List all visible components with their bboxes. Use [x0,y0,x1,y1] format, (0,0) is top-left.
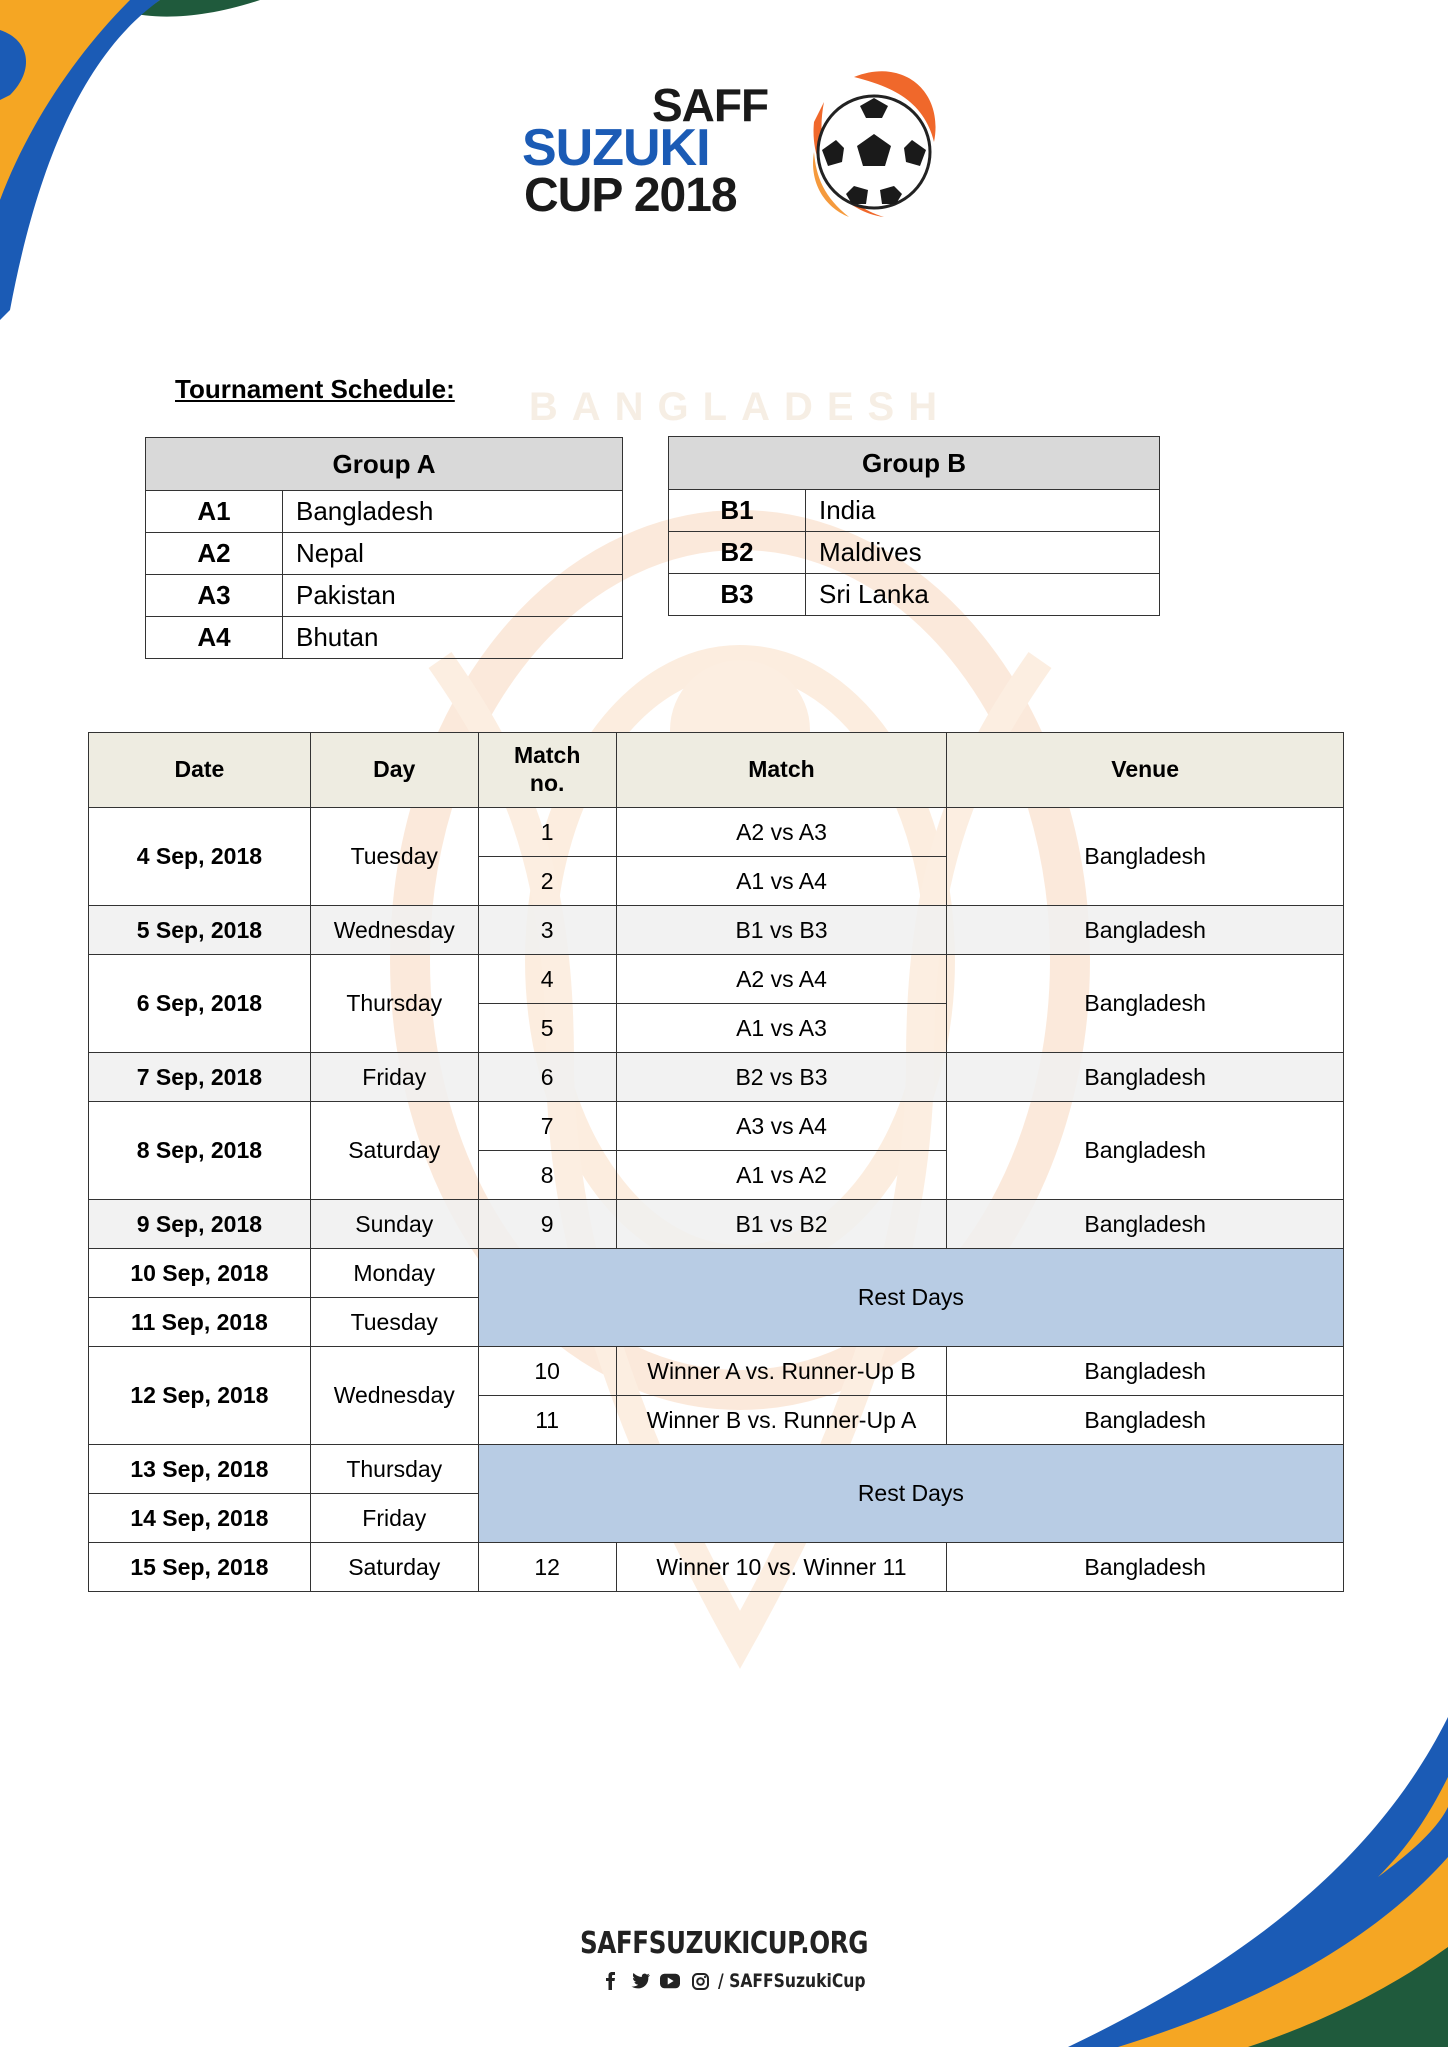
match-cell: B1 vs B2 [616,1200,947,1249]
watermark-text: BANGLADESH [528,385,952,429]
match-cell: A2 vs A4 [616,955,947,1004]
date-cell: 14 Sep, 2018 [89,1494,311,1543]
group-a-row [146,533,623,575]
match-cell: Winner 10 vs. Winner 11 [616,1543,947,1592]
team-name: Bangladesh [283,491,623,533]
venue-cell: Bangladesh [947,1347,1344,1396]
group-b-row [669,532,1160,574]
group-b-row [669,574,1160,616]
venue-cell: Bangladesh [947,1053,1344,1102]
date-cell: 5 Sep, 2018 [89,906,311,955]
corner-decoration-bottom-right [1028,1717,1448,2047]
day-cell: Tuesday [310,808,478,906]
match-no-cell: 10 [478,1347,616,1396]
footer-social-handle[interactable]: / SAFFSuzukiCup [718,1970,866,1992]
venue-cell: Bangladesh [947,1543,1344,1592]
team-code: B1 [669,490,806,532]
venue-cell: Bangladesh [947,1102,1344,1200]
match-no-cell: 3 [478,906,616,955]
group-a-row [146,575,623,617]
saff-suzuki-cup-logo [522,62,942,222]
match-no-cell: 7 [478,1102,616,1151]
match-no-cell: 6 [478,1053,616,1102]
date-cell: 11 Sep, 2018 [89,1298,311,1347]
header-venue: Venue [947,733,1344,808]
table-row [89,808,1344,857]
match-no-cell: 12 [478,1543,616,1592]
team-name: Nepal [283,533,623,575]
day-cell: Friday [310,1053,478,1102]
group-a-row [146,491,623,533]
team-code: A1 [146,491,283,533]
team-code: A3 [146,575,283,617]
day-cell: Sunday [310,1200,478,1249]
header-date: Date [89,733,311,808]
logo-text-suzuki: SUZUKI [522,119,710,177]
schedule-header-row [89,733,1344,808]
team-name: Bhutan [283,617,623,659]
match-no-cell: 1 [478,808,616,857]
team-name: Pakistan [283,575,623,617]
table-row [89,906,1344,955]
group-b-table [668,436,1160,616]
header-match-no [478,733,616,808]
match-cell: A3 vs A4 [616,1102,947,1151]
group-a-row [146,617,623,659]
group-a-table [145,437,623,659]
table-row [89,1249,1344,1298]
match-no-cell: 9 [478,1200,616,1249]
date-cell: 13 Sep, 2018 [89,1445,311,1494]
youtube-icon[interactable] [660,1971,680,1991]
twitter-icon[interactable] [630,1971,650,1991]
date-cell: 7 Sep, 2018 [89,1053,311,1102]
match-cell: A1 vs A3 [616,1004,947,1053]
table-row [89,955,1344,1004]
day-cell: Thursday [310,955,478,1053]
table-row [89,1445,1344,1494]
group-b-row [669,490,1160,532]
page-title: Tournament Schedule: [175,374,455,404]
team-code: B2 [669,532,806,574]
facebook-icon[interactable] [600,1971,620,1991]
header-match-no-line1: Match [513,742,581,769]
venue-cell: Bangladesh [947,1396,1344,1445]
header-match-no-line2: no. [529,770,565,796]
date-cell: 12 Sep, 2018 [89,1347,311,1445]
date-cell: 8 Sep, 2018 [89,1102,311,1200]
table-row [89,1053,1344,1102]
match-cell: A2 vs A3 [616,808,947,857]
day-cell: Saturday [310,1102,478,1200]
table-row [89,1102,1344,1151]
date-cell: 15 Sep, 2018 [89,1543,311,1592]
day-cell: Tuesday [310,1298,478,1347]
football-icon [794,62,944,222]
match-cell: B2 vs B3 [616,1053,947,1102]
footer-social-links [600,1968,898,1994]
day-cell: Saturday [310,1543,478,1592]
venue-cell: Bangladesh [947,955,1344,1053]
day-cell: Thursday [310,1445,478,1494]
header-match: Match [616,733,947,808]
schedule-table [88,732,1344,1592]
match-cell: Winner A vs. Runner-Up B [616,1347,947,1396]
team-code: A4 [146,617,283,659]
match-no-cell: 4 [478,955,616,1004]
team-name: India [806,490,1160,532]
logo-text-saff: SAFF [652,79,769,131]
corner-decoration-top-left [0,0,260,320]
date-cell: 10 Sep, 2018 [89,1249,311,1298]
group-b-heading: Group B [669,437,1160,490]
table-row [89,1543,1344,1592]
date-cell: 6 Sep, 2018 [89,955,311,1053]
team-code: B3 [669,574,806,616]
instagram-icon[interactable] [690,1971,710,1991]
logo-text-cup-2018: CUP 2018 [524,169,737,222]
date-cell: 4 Sep, 2018 [89,808,311,906]
team-name: Sri Lanka [806,574,1160,616]
match-no-cell: 11 [478,1396,616,1445]
match-cell: A1 vs A4 [616,857,947,906]
venue-cell: Bangladesh [947,808,1344,906]
table-row [89,1347,1344,1396]
header-day: Day [310,733,478,808]
rest-days-cell: Rest Days [478,1249,1343,1347]
match-no-cell: 5 [478,1004,616,1053]
team-name: Maldives [806,532,1160,574]
date-cell: 9 Sep, 2018 [89,1200,311,1249]
day-cell: Wednesday [310,906,478,955]
team-code: A2 [146,533,283,575]
match-cell: Winner B vs. Runner-Up A [616,1396,947,1445]
match-no-cell: 8 [478,1151,616,1200]
venue-cell: Bangladesh [947,1200,1344,1249]
group-a-heading: Group A [146,438,623,491]
venue-cell: Bangladesh [947,906,1344,955]
rest-days-cell: Rest Days [478,1445,1343,1543]
match-no-cell: 2 [478,857,616,906]
footer-website-link[interactable]: SAFFSUZUKICUP.ORG [579,1926,869,1961]
match-cell: B1 vs B3 [616,906,947,955]
day-cell: Monday [310,1249,478,1298]
day-cell: Friday [310,1494,478,1543]
day-cell: Wednesday [310,1347,478,1445]
match-cell: A1 vs A2 [616,1151,947,1200]
table-row [89,1200,1344,1249]
